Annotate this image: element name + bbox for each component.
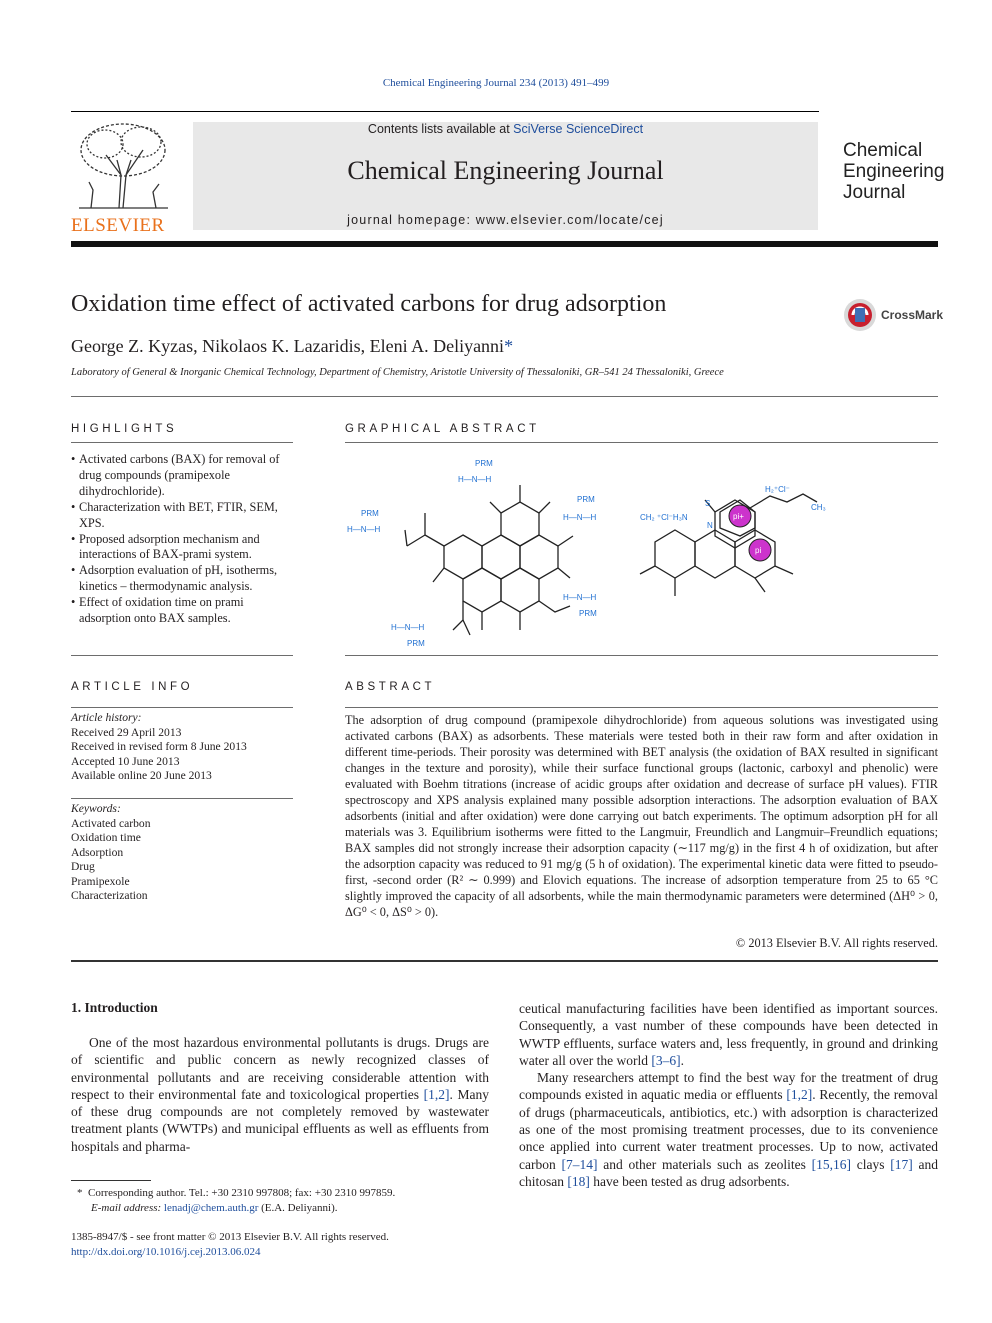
graphical-abstract-heading: GRAPHICAL ABSTRACT [345,423,540,435]
history-label: Article history: [71,711,142,724]
doi-link[interactable]: http://dx.doi.org/10.1016/j.cej.2013.06.024 [71,1245,261,1258]
history-online: Available online 20 June 2013 [71,769,212,782]
keyword-item: Adsorption [71,845,124,859]
graphical-abstract-bottom-rule [345,655,938,656]
intro-left-column [71,1034,489,1155]
ga-hnh-label: H—N—H [563,593,597,602]
intro-heading: 1. Introduction [71,1000,158,1015]
ref-link[interactable]: [1,2] [786,1087,813,1103]
highlight-item: • Activated carbons (BAX) for removal of drug compounds (pramipexole dihydrochloride). [71,452,293,500]
ref-link[interactable]: [7–14] [561,1156,598,1172]
keyword-item: Activated carbon [71,816,151,830]
sciencedirect-link[interactable]: SciVerse ScienceDirect [513,122,644,136]
crossmark-icon [843,298,877,332]
footnote-corresponding [71,1186,489,1215]
intro-p3-a: Many researchers attempt to find the best way for the treatment of drug compounds existed in aquatic media or effluents [519,1070,938,1103]
contents-line [193,122,818,136]
highlight-item: • Adsorption evaluation of pH, isotherms, kinetics – thermodynamic analysis. [71,563,293,595]
keyword-item: Oxidation time [71,831,141,844]
footnote-mark: * [77,1187,83,1199]
article-title: Oxidation time effect of activated carbons for drug adsorption [71,291,667,317]
ga-hnh-label: H—N—H [458,475,492,484]
email-suffix: (E.A. Deliyanni). [261,1201,338,1214]
ga-prm-label: PRM [577,495,595,504]
affiliation: Laboratory of General & Inorganic Chemical Technology, Department of Chemistry, Aristotle University of Thessaloniki, GR–541 24 Thessaloniki, Greece [71,367,724,378]
corresponding-author-mark[interactable]: * [504,336,514,356]
ga-side-chain-label: CH₂ ⁺Cl⁻H₃N [640,513,688,522]
abstract-heading: ABSTRACT [345,681,436,693]
ga-hnh-label: H—N—H [347,525,381,534]
intro-p3-c: and other materials such as zeolites [597,1156,812,1172]
header-thick-rule [71,241,938,247]
elsevier-logo [71,120,176,236]
ga-prm-label: PRM [361,509,379,518]
email-link[interactable]: lenadj@chem.auth.gr [163,1201,259,1214]
ref-link[interactable]: [15,16] [811,1156,852,1172]
footnote-rule [71,1180,151,1181]
highlight-item: • Proposed adsorption mechanism and interactions of BAX-prami system. [71,532,293,564]
ga-n-label: N [707,521,713,530]
elsevier-tree-icon [71,120,176,210]
elsevier-wordmark: ELSEVIER [71,215,165,236]
ga-prm-label: PRM [579,609,597,618]
ref-link[interactable]: [3–6] [651,1052,681,1068]
journal-logo [843,140,944,203]
intro-right-column [519,1000,938,1190]
crossmark-label: CrossMark [881,308,944,322]
graphical-abstract-rule [345,442,938,443]
ref-link[interactable]: [18] [567,1173,590,1189]
intro-p3-f: have been tested as drug adsorbents. [589,1173,790,1189]
abstract-text: The adsorption of drug compound (pramipexole dihydrochloride) from aqueous solutions was investigated using activated carbons (BAX) as adsorbents. These materials were tested both in their raw form and after oxidation in different time-periods. Their porosity was determined with BET analysis (the oxidation of BAX resulted in significant changes in the texture and porosity), while their surface functional groups (lactonic, carboxyl and phenolic) were evaluated with Boehm titrations (increase of acidic groups after oxidation and decrease of surface pH values). FTIR spectroscopy and XPS analysis explained many possible adsorption interactions. The adsorption evaluation of BAX adsorbents (initial and after oxidation) were done carrying out batch experiments. The optimum adsorption pH for all materials was 3. Equilibrium isotherms were fitted to the Langmuir, Freundlich and Langmuir–Freundlich equations; BAX samples did not strongly increase their adsorption capacity (∼117 mg/g) in the first 4 h of oxidization, but after the adsorption capacity was reduced to 91 mg/g (5 h of oxidation). The experimental kinetic data were fitted to pseudo-first, -second order (R² ∼ 0.999) and Elovich equations. The increase of adsorption temperature from 25 to 65 °C slightly improved the capacity of all adsorbents, while the main thermodynamic parameters were determined (ΔH⁰ > 0, ΔG⁰ < 0, ΔS⁰ > 0). [345,713,938,919]
keywords-rule [71,798,293,799]
history-received: Received 29 April 2013 [71,725,182,739]
journal-logo-line-3: Journal [843,182,906,203]
intro-paragraph-2 [519,1000,938,1069]
article-history [71,711,293,784]
history-accepted: Accepted 10 June 2013 [71,754,180,768]
journal-logo-line-1: Chemical [843,140,923,161]
email-label: E-mail address: [91,1201,162,1214]
contents-prefix: Contents lists available at [367,122,510,136]
abstract-rule [345,707,938,708]
journal-title: Chemical Engineering Journal [347,156,664,185]
abstract-copyright: © 2013 Elsevier B.V. All rights reserved. [735,936,938,950]
highlights-list [71,452,293,627]
keyword-item: Drug [71,860,95,873]
ref-link[interactable]: [1,2] [423,1086,450,1102]
intro-p1-b: . Many of these drug compounds are not completely removed by wastewater treatment plants (WWTPs) and municipal effluents as well as effluents from hospitals and pharma- [71,1086,489,1154]
ga-nh-cl-label: H₂⁺Cl⁻ [765,485,790,494]
footer-front-matter [71,1230,489,1259]
ga-ch3-label: CH₃ [811,503,826,512]
authors-text: George Z. Kyzas, Nikolaos K. Lazaridis, Eleni A. Deliyanni [71,336,505,356]
intro-p3-d: clays [851,1156,891,1172]
intro-p3-b: . Recently, the removal of drugs (pharmaceuticals, antibiotics, etc.) with adsorption is characterized as one of the most promising treatment processes, due to its convenience once applied into current water treatment processes. Up to now, activated carbon [519,1087,938,1172]
ga-pi-label: pi [755,546,762,555]
ga-prm-label: PRM [407,639,425,648]
keywords-label: Keywords: [71,802,121,815]
history-revised: Received in revised form 8 June 2013 [71,740,247,753]
intro-p1-a: One of the most hazardous environmental pollutants is drugs. Drugs are of scientific and public concern as newly recognized classes of environmental pollutants and are receiving considerable attention with respect to their environmental fate and toxicological properties [71,1035,489,1102]
crossmark-badge[interactable] [843,298,943,332]
intro-p2-a: ceutical manufacturing facilities have been identified as important sources. Consequently, a vast number of these compounds have been detected in WWTP effluents, surface waters and, less frequently, in ground and drinking water all over the world [519,1001,938,1068]
affiliation-rule [71,396,938,397]
intro-paragraph-3 [519,1069,938,1190]
keywords [71,802,293,904]
article-info-heading: ARTICLE INFO [71,681,194,693]
footnote-corr: Corresponding author. Tel.: +30 2310 997808; fax: +30 2310 997859. [88,1187,396,1199]
ga-hnh-label: H—N—H [391,623,425,632]
ga-s-label: S [705,499,711,508]
issn-line: 1385-8947/$ - see front matter © 2013 Elsevier B.V. All rights reserved. [71,1231,389,1243]
ga-hnh-label: H—N—H [563,513,597,522]
intro-paragraph-1 [71,1034,489,1155]
highlight-item: • Effect of oxidation time on prami adsorption onto BAX samples. [71,595,293,627]
journal-homepage[interactable]: journal homepage: www.elsevier.com/locate/cej [347,213,664,227]
ga-pi-plus-label: pi+ [733,512,744,521]
abstract-bottom-rule [71,960,938,962]
intro-p2-b: . [680,1052,684,1068]
author-list [71,336,513,357]
header-top-rule [71,111,819,112]
journal-citation[interactable]: Chemical Engineering Journal 234 (2013) 491–499 [382,77,610,89]
highlights-rule [71,442,293,443]
ga-prm-label: PRM [475,459,493,468]
ref-link[interactable]: [17] [890,1156,913,1172]
article-info-rule [71,707,293,708]
highlights-bottom-rule [71,655,293,656]
keyword-item: Characterization [71,889,148,902]
keyword-item: Pramipexole [71,874,130,888]
highlights-heading: HIGHLIGHTS [71,423,178,435]
highlight-item: • Characterization with BET, FTIR, SEM, XPS. [71,500,293,532]
graphical-abstract-figure [345,450,938,650]
journal-logo-line-2: Engineering [843,161,945,182]
intro-p3-e: and chitosan [519,1156,938,1189]
